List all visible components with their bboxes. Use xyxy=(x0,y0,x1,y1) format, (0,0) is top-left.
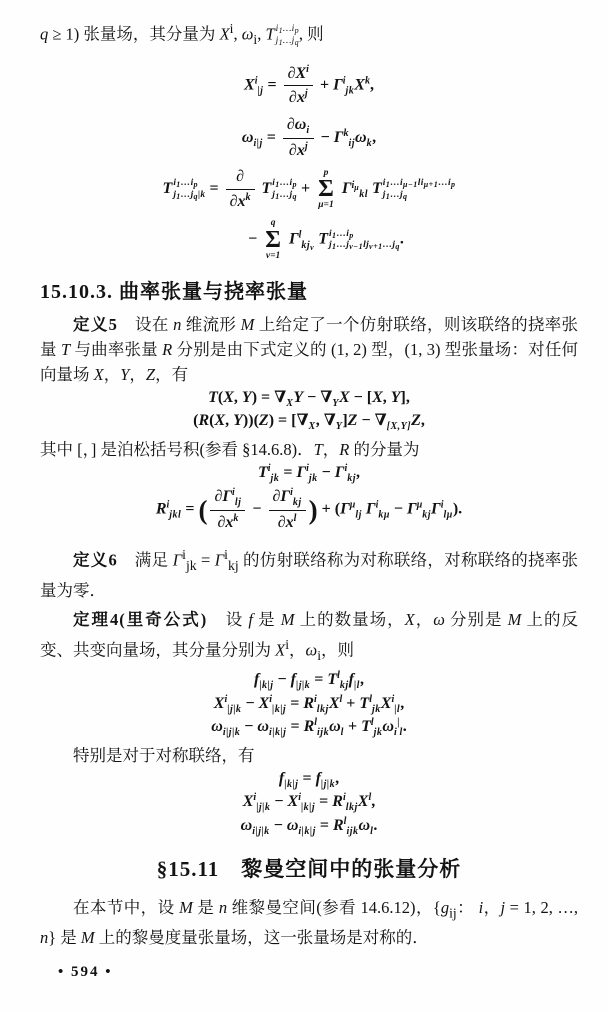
poisson-bracket-note: 其中 [，] 是泊松括号积(参看 §14.6.8)．T，R 的分量为 xyxy=(40,440,420,460)
formula-ricci-covector: $\omega_{i|j|k} - \omega_{i|k|j} = R^l_{ijk}\omega_l + T^l_{jk}\omega_i^|_l$. xyxy=(211,717,407,739)
formula-symmetric-covector: $\omega_{i|j|k} - \omega_{i|k|j} = R^l_{ijk}\omega_l$. xyxy=(240,815,378,837)
formula-curvature-definition: (R(X, $Y))(Z) = [\nabla_X$, $\nabla_Y]Z - \nabla_{[X,Y]}Z$, xyxy=(193,411,425,432)
theorem-4-ricci-paragraph: 定理4(里奇公式) 设 f 是 M 上的数量场，X，ω 分别是 M 上的反变、共变向量场，其分量分别为 $X^i$，$\omega_i$，则 xyxy=(40,610,579,664)
section-heading-15-10-3: 15.10.3. 曲率张量与挠率张量 xyxy=(40,281,308,304)
formula-ricci-vector: $X^i_{|j|k} - X^i_{|k|j} = R^i_{lkj}X^l + T^l_{jk}X^i_{|l}$, xyxy=(213,693,405,715)
formula-ricci-scalar: $f_{|k|j} - f_{|j|k} = T^l_{kj}f_{|l}$, xyxy=(254,670,364,692)
symmetric-connection-note: 特别是对于对称联络，有 xyxy=(73,745,255,765)
formula-curvature-components: $R^i_{jkl}$ = ( $\frac{\partial\Gamma^i_{lj}}{\partial x^k}$ − $\frac{\partial\Gamma^i_{kj}}{\partial x^l}$ ) + ($\Gamma^\mu_{lj}$ $\Gamma^i_{k\mu} - \Gamma^\mu_{kj}\Gamma^i_{l\mu}$). xyxy=(155,486,463,532)
formula-torsion-definition: T(X, $Y) = \nabla_XY - \nabla_YX - [X$, Y], xyxy=(208,389,410,410)
formula-symmetric-vector: $X^i_{|j|k} - X^i_{|k|j} = R^i_{lkj}X^l$, xyxy=(242,792,376,814)
definition-5-paragraph: 定义5 设在 n 维流形 M 上给定了一个仿射联络，则该联络的挠率张量 T 与曲率张量 R 分别是由下式定义的 (1, 2) 型，(1, 3) 型张量场：对任何向量场 X，Y，Z，有 xyxy=(40,315,579,385)
formula-vector-covariant-derivative: $X^i_{|j}$ = $\frac{\partial X^i}{\partial x^j}$ + $\Gamma^i_{jk}X^k$, xyxy=(244,63,374,107)
definition-6-paragraph: 定义6 满足 $\Gamma^i_{jk} = \Gamma^i_{kj}$ 的仿射联络称为对称联络，对称联络的挠率张量为零． xyxy=(40,547,579,601)
formula-covector-covariant-derivative: $\omega_{i|j}$ = $\frac{\partial\omega_i}{\partial x^j}$ − $\Gamma^k_{ij}\omega_k$, xyxy=(241,115,377,160)
formula-tensor-covariant-derivative-line2: − q Σ ν=1 $\Gamma^l_{kj_\nu}$ T $i_1\dots i_p$ $j_1\dots j_{\nu-1}lj_{\nu+1}\dots j_q$ . xyxy=(248,218,404,261)
intro-line: q ≥ 1) 张量场，其分量为 $X^i$, $\omega_i$, T $i_1\dots i_p$ $j_1\dots j_q$ , 则 xyxy=(40,21,324,47)
riemann-intro-paragraph: 在本节中，设 M 是 n 维黎曼空间(参看 14.6.12)，{$g_{ij}$： i，j = 1, 2, …, n} 是 M 上的黎曼度量张量场，这一张量场是对称的． xyxy=(40,898,578,948)
section-heading-15-11: §15.11 黎曼空间中的张量分析 xyxy=(156,857,462,882)
formula-tensor-covariant-derivative-line1: T $i_1\dots i_p$ $j_1\dots j_q|k$ = $\frac{\partial}{\partial x^k}$ T $i_1\dots i_p$ $j_1\dots j_q$ + p Σ μ=1 $\Gamma^{i_\mu}_{kl}$ T $i_1\dots i_{\mu-1}li_{\mu+1}\dots i_p$ $j_1\dots j_q$ xyxy=(162,167,456,211)
page-number: • 594 • xyxy=(58,964,113,981)
formula-symmetric-scalar: $f_{|k|j} = f_{|j|k}$, xyxy=(278,769,340,790)
formula-torsion-components: $T^i_{jk} = \Gamma^i_{jk} - \Gamma^i_{kj}$, xyxy=(257,463,361,485)
